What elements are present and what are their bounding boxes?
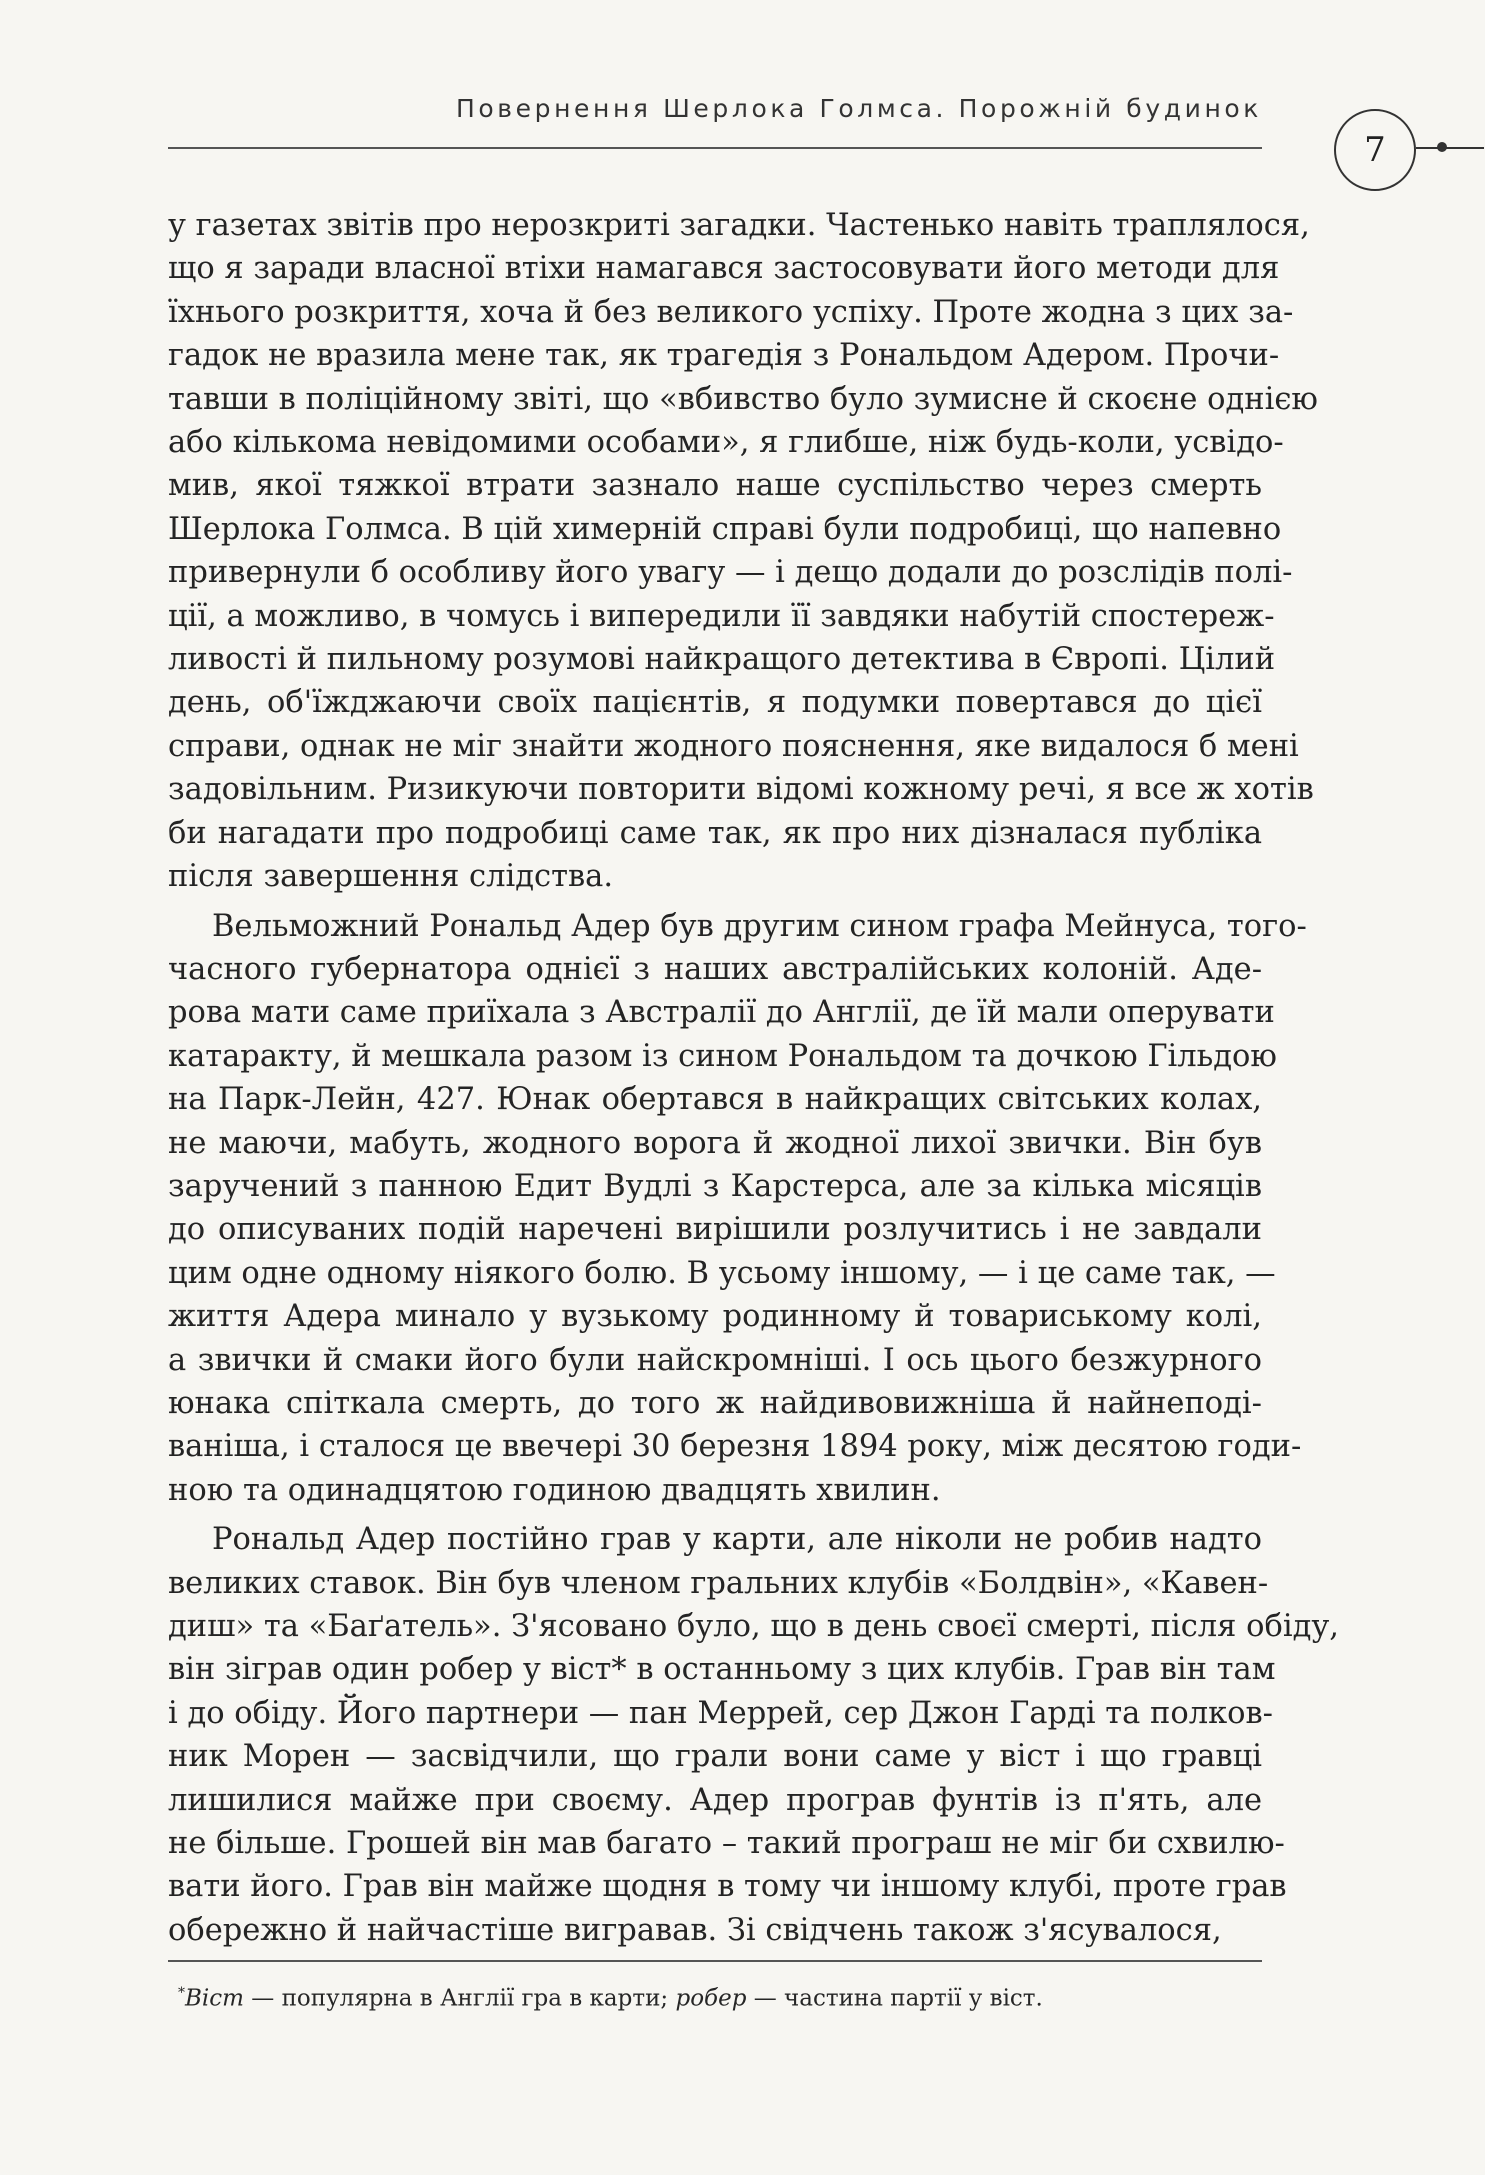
- footnote-definition-rubber: — частина партії у віст.: [746, 1985, 1043, 2012]
- text-line: ливості й пильному розумові найкращого детектива в Європі. Цілий: [168, 642, 1276, 678]
- text-line: мив, якої тяжкої втрати зазнало наше суспільство через смерть: [168, 468, 1262, 504]
- text-line: Рональд Адер постійно грав у карти, але ніколи не робив надто: [212, 1522, 1262, 1558]
- text-line: життя Адера минало у вузькому родинному й товариському колі,: [168, 1299, 1262, 1335]
- text-line: вати його. Грав він майже щодня в тому чи іншому клубі, проте грав: [168, 1869, 1287, 1905]
- footnote: [178, 1978, 1258, 2014]
- text-line: обережно й найчастіше вигравав. Зі свідчень також з'ясувалося,: [168, 1912, 1222, 1948]
- text-line: юнака спіткала смерть, до того ж найдивовижніша й найнеподі-: [168, 1385, 1262, 1421]
- text-line: Вельможний Рональд Адер був другим сином графа Мейнуса, того-: [212, 908, 1307, 944]
- paragraph: [168, 204, 1318, 899]
- text-line: великих ставок. Він був членом гральних клубів «Болдвін», «Кавен-: [168, 1565, 1269, 1601]
- footnote-term-rubber: робер: [675, 1985, 747, 2012]
- text-line: він зіграв один робер у віст* в останньому з цих клубів. Грав він там: [168, 1652, 1276, 1688]
- text-line: ції, а можливо, в чомусь і випередили її завдяки набутій спостереж-: [168, 598, 1275, 634]
- text-line: їхнього розкриття, хоча й без великого успіху. Проте жодна з цих за-: [168, 294, 1294, 330]
- paragraph: [168, 1518, 1340, 1952]
- running-title: Повернення Шерлока Голмса. Порожній будинок: [456, 94, 1262, 123]
- text-line: гадок не вразила мене так, як трагедія з Рональдом Адером. Прочи-: [168, 338, 1280, 374]
- text-line: або кількома невідомими особами», я глибше, ніж будь-коли, усвідо-: [168, 425, 1284, 461]
- text-line: цим одне одному ніякого болю. В усьому іншому, — і це саме так, —: [168, 1255, 1276, 1291]
- text-line: ною та одинадцятою годиною двадцять хвилин.: [168, 1472, 941, 1508]
- text-line: що я заради власної втіхи намагався застосовувати його методи для: [168, 251, 1280, 287]
- text-line: до описуваних подій наречені вирішили розлучитись і не завдали: [168, 1212, 1262, 1248]
- text-line: ник Морен — засвідчили, що грали вони саме у віст і що гравці: [168, 1739, 1262, 1775]
- text-line: справи, однак не міг знайти жодного пояснення, яке видалося б мені: [168, 728, 1299, 764]
- page-number: 7: [1334, 109, 1416, 191]
- text-line: заручений з панною Едит Вудлі з Карстерса, але за кілька місяців: [168, 1168, 1262, 1204]
- text-line: задовільним. Ризикуючи повторити відомі кожному речі, я все ж хотів: [168, 772, 1314, 808]
- text-line: би нагадати про подробиці саме так, як про них дізналася публіка: [168, 815, 1262, 851]
- text-line: не маючи, мабуть, жодного ворога й жодної лихої звички. Він був: [168, 1125, 1262, 1161]
- text-line: а звички й смаки його були найскромніші. І ось цього безжурного: [168, 1342, 1262, 1378]
- text-line: часного губернатора однієї з наших австралійських колоній. Аде-: [168, 951, 1262, 987]
- text-line: у газетах звітів про нерозкриті загадки. Частенько навіть траплялося,: [168, 208, 1310, 243]
- footnote-rule: [168, 1960, 1262, 1962]
- text-line: не більше. Грошей він мав багато – такий програш не міг би схвилю-: [168, 1826, 1285, 1862]
- text-line: день, об'їжджаючи своїх пацієнтів, я подумки повертався до цієї: [168, 685, 1262, 721]
- footnote-marker: *: [178, 1985, 185, 2001]
- footnote-definition-whist: — популярна в Англії гра в карти;: [243, 1985, 676, 2012]
- text-line: тавши в поліційному звіті, що «вбивство було зумисне й скоєне однією: [168, 381, 1318, 417]
- text-line: Шерлока Голмса. В цій химерній справі були подробиці, що напевно: [168, 511, 1282, 547]
- text-line: після завершення слідства.: [168, 859, 614, 895]
- text-line: і до обіду. Його партнери — пан Меррей, сер Джон Гарді та полков-: [168, 1695, 1273, 1731]
- page-number-connector: [1416, 147, 1484, 149]
- paragraph: [168, 905, 1307, 1513]
- text-line: лишилися майже при своєму. Адер програв фунтів із п'ять, але: [168, 1782, 1262, 1818]
- body-text: [168, 204, 1340, 1952]
- text-line: диш» та «Баґатель». З'ясовано було, що в день своєї смерті, після обіду,: [168, 1609, 1340, 1644]
- text-line: на Парк-Лейн, 427. Юнак обертався в найкращих світських колах,: [168, 1082, 1262, 1118]
- connector-dot-icon: [1437, 142, 1447, 152]
- header-rule: [168, 147, 1262, 149]
- text-line: рова мати саме приїхала з Австралії до Англії, де їй мали оперувати: [168, 995, 1275, 1031]
- footnote-term-whist: Віст: [185, 1985, 244, 2012]
- text-line: катаракту, й мешкала разом із сином Рональдом та дочкою Гільдою: [168, 1038, 1277, 1074]
- text-line: ваніша, і сталося це ввечері 30 березня 1894 року, між десятою годи-: [168, 1429, 1302, 1465]
- text-line: привернули б особливу його увагу — і дещо додали до розслідів полі-: [168, 555, 1293, 591]
